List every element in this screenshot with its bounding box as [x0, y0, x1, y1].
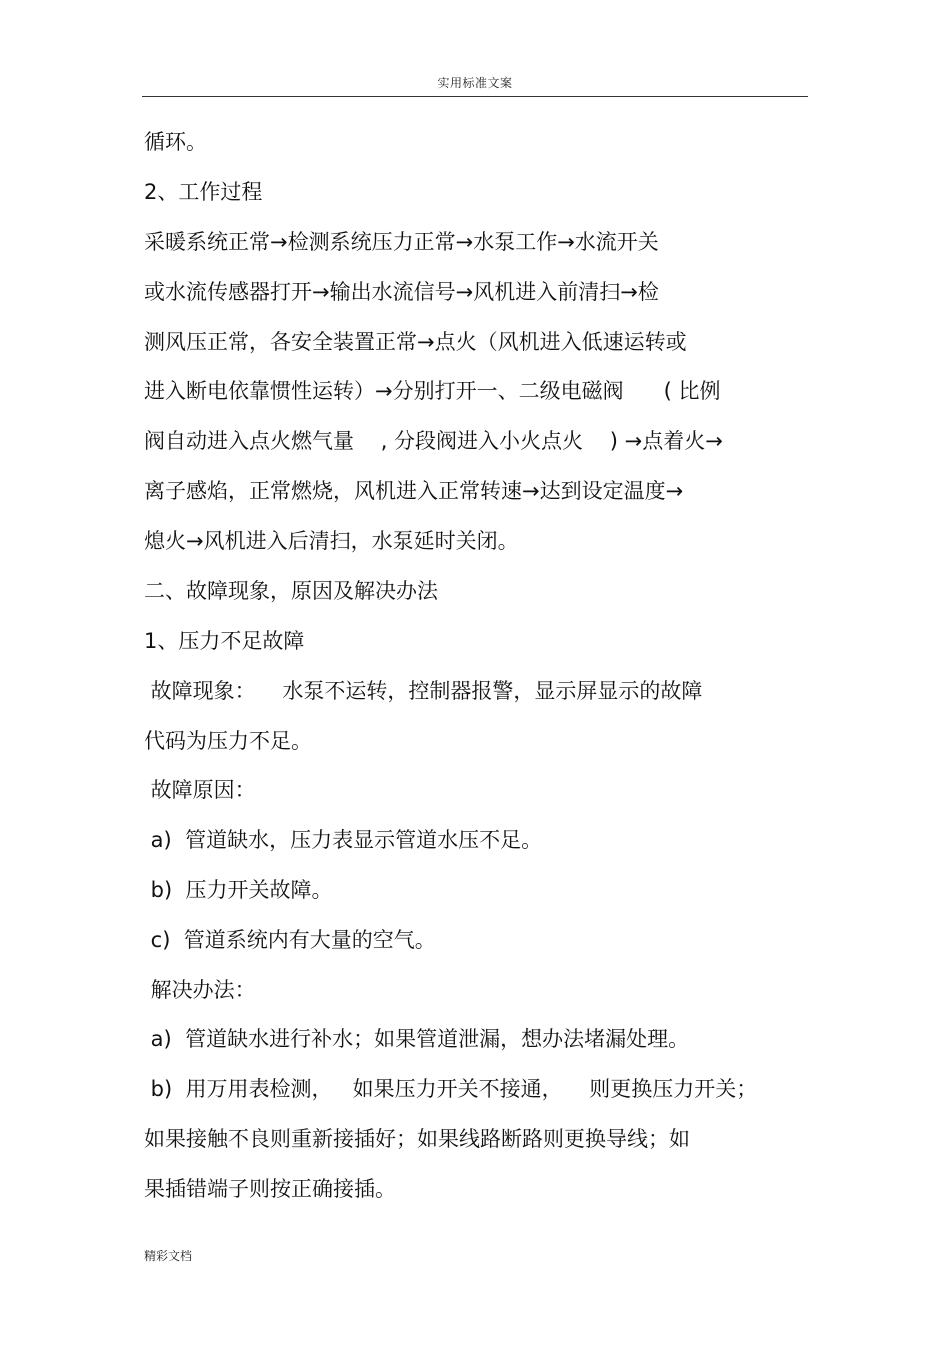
header-divider	[142, 96, 808, 97]
text-line: 故障原因：	[144, 778, 256, 802]
section-heading: 二、故障现象，原因及解决办法	[144, 579, 438, 603]
text-line: 采暖系统正常→检测系统压力正常→水泵工作→水流开关	[144, 230, 659, 254]
list-item: b) 压力开关故障。	[144, 878, 333, 902]
list-item: a) 管道缺水进行补水；如果管道泄漏，想办法堵漏处理。	[144, 1027, 690, 1051]
text-line: 循环。	[144, 130, 207, 154]
text-line: 阀自动进入点火燃气量 , 分段阀进入小火点火 ) →点着火→	[144, 429, 723, 453]
text-line: 果插错端子则按正确接插。	[144, 1177, 396, 1201]
text-line: 离子感焰，正常燃烧，风机进入正常转速→达到设定温度→	[144, 479, 684, 503]
text-line: 熄火→风机进入后清扫，水泵延时关闭。	[144, 529, 519, 553]
text-line: 进入断电依靠惯性运转）→分别打开一、二级电磁阀 ( 比例	[144, 379, 721, 403]
text-line: 测风压正常，各安全装置正常→点火（风机进入低速运转或	[144, 330, 687, 354]
text-line: 解决办法：	[144, 978, 256, 1002]
list-item: b) 用万用表检测， 如果压力开关不接通， 则更换压力开关；	[144, 1077, 758, 1101]
section-heading: 2、工作过程	[144, 180, 263, 204]
section-heading: 1、压力不足故障	[144, 629, 305, 653]
text-line: 代码为压力不足。	[144, 729, 312, 753]
page-header-title: 实用标准文案	[437, 76, 513, 90]
text-line: 或水流传感器打开→输出水流信号→风机进入前清扫→检	[144, 280, 659, 304]
text-line: 如果接触不良则重新接插好；如果线路断路则更换导线；如	[144, 1127, 690, 1151]
list-item: a) 管道缺水，压力表显示管道水压不足。	[144, 828, 543, 852]
page-footer-text: 精彩文档	[144, 1249, 193, 1263]
list-item: c) 管道系统内有大量的空气。	[144, 928, 436, 952]
text-line: 故障现象： 水泵不运转，控制器报警，显示屏显示的故障	[144, 679, 703, 703]
